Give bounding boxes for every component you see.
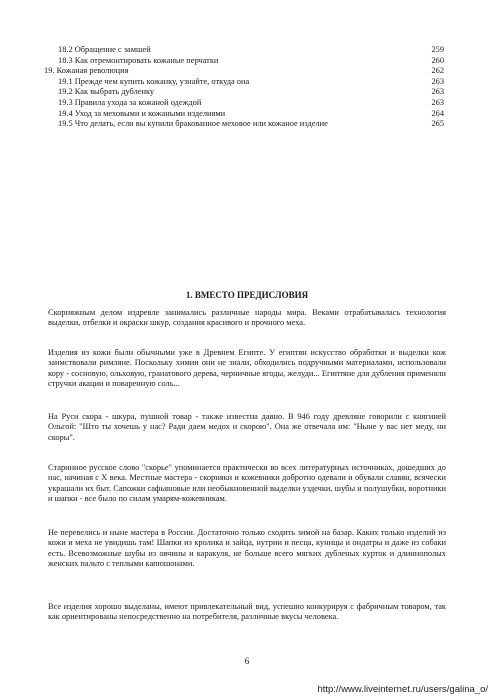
toc-title: 19.1 Прежде чем купить кожанку, узнайте, откуда она bbox=[58, 76, 250, 86]
paragraph: Скорняжным делом издревле занимались различные народы мира. Веками отрабатывалась технология выделки, отбелки и окраски шкур, создания красивого и прочного меха. bbox=[48, 308, 446, 328]
toc-entry bbox=[56, 45, 444, 56]
watermark-url: http://www.liveinternet.ru/users/galina_o/ bbox=[317, 684, 488, 695]
paragraph: Все изделия хорошо выделаны, имеют привлекательный вид, успешно конкурируя с фабричным товаром, так как ориентированы непосредственно на потребителя, различные вкусы человека. bbox=[48, 602, 446, 622]
toc-page: 262 bbox=[431, 66, 444, 76]
toc-title: 18.2 Обращение с замшей bbox=[58, 45, 151, 54]
toc-page: 264 bbox=[431, 108, 444, 118]
page-number: 6 bbox=[244, 656, 250, 666]
toc-entry bbox=[56, 109, 444, 120]
toc-entry bbox=[56, 87, 444, 98]
section-heading: 1. ВМЕСТО ПРЕДИСЛОВИЯ bbox=[185, 290, 309, 300]
toc-page: 263 bbox=[431, 87, 444, 97]
toc-page: 263 bbox=[431, 76, 444, 86]
toc-entry bbox=[56, 98, 444, 109]
paragraph: Старинное русское слово "скорье" упоминается практически во всех литературных источниках, дошедших до нас, начиная с X века. Местные мастера - скорняки и кожевники добротно одевали и обували славян, всячески украшали их быт. Сапожки сафьяновые или необыкновенной выделки уздечки, шубы и полушубки, воротники и шапки - все было по силам умарям-кожевникам. bbox=[48, 463, 446, 504]
toc-entry bbox=[56, 56, 444, 67]
toc-title: 18.3 Как отремонтировать кожаные перчатки bbox=[58, 55, 219, 65]
toc-title: 19.5 Что делать, если вы купили бракованное меховое или кожаное изделие bbox=[58, 119, 328, 129]
toc-entry bbox=[56, 77, 444, 88]
toc-title: 19.2 Как выбрать дубленку bbox=[58, 87, 155, 97]
toc-entry bbox=[56, 119, 444, 130]
toc-page: 265 bbox=[431, 119, 444, 129]
toc-entry bbox=[44, 66, 444, 77]
paragraph: Изделия из кожи были обычными уже в Древнем Египте. У египтян искусство обработки и выделки кож заимствовали римляне. Поскольку химии они не знали, обходились подручными материалами, использовали кору - сосновую, ольховую, гранатового дерева, черничные ягоды, желуди... Египтяне для дубления применяли стручки акации и поваренную соль... bbox=[48, 348, 446, 389]
toc-title: 19.4 Уход за меховыми и кожаными изделиями bbox=[58, 108, 226, 118]
toc-title: 19.3 Правила ухода за кожаной одеждой bbox=[58, 97, 202, 107]
toc-title: 19. Кожаная революция bbox=[44, 66, 129, 76]
toc-page: 260 bbox=[431, 55, 444, 65]
toc-page: 259 bbox=[431, 45, 444, 54]
table-of-contents bbox=[44, 45, 444, 130]
toc-page: 263 bbox=[431, 97, 444, 107]
paragraph: Не перевелись и ныне мастера в России. Достаточно только сходить зимой на базар. Каких только изделий из кожи и меха не увидишь там! Шапки из кролика и зайца, нутрии и песца, куницы и ондатры и даже из собаки есть. Всевозможные шубы из овчины и каракуля, не больше всего мягких дубленых курток и длиннополых женских пальто с теплыми капюшонами. bbox=[48, 528, 446, 569]
paragraph: На Руси скора - шкура, пушной товар - также известна давно. В 946 году древляне говорили с княгиней Ольгой: "Што ты хочешь у нас? Ради даем медох и скорою". Она же отвечала им: "Ныне у вас нет меду, ни скоры". bbox=[48, 412, 446, 442]
